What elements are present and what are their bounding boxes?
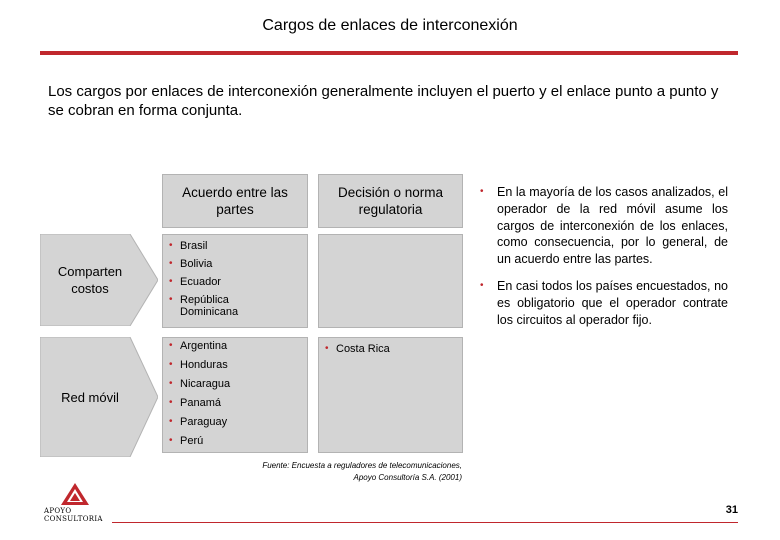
header-decision	[318, 174, 463, 228]
intro-paragraph: Los cargos por enlaces de interconexión generalmente incluyen el puerto y el enlace punto a punto y se cobran en forma conjunta.	[48, 83, 719, 119]
row-label-red-movil-text: Red móvil	[61, 389, 119, 405]
country-list	[163, 340, 307, 447]
header-decision-label: Decisión o norma regulatoria	[337, 185, 444, 217]
list-item: • Bolivia	[163, 258, 307, 270]
page-number: 31	[725, 504, 738, 516]
row-label-red-movil	[40, 337, 158, 457]
apoyo-logo	[40, 482, 110, 528]
note-item: • En la mayoría de los casos analizados, el operador de la red móvil asume los cargos de interconexión de los enlaces, como consecuencia, por lo general, de un acuerdo entre las partes.	[480, 184, 728, 268]
list-item: • República Dominicana	[163, 294, 265, 318]
title-divider	[40, 51, 738, 55]
list-item: • Nicaragua	[163, 378, 307, 390]
list-item: • Honduras	[163, 359, 307, 371]
cell-red-movil-acuerdo	[162, 337, 308, 453]
logo-text-line-1: APOYO	[44, 507, 72, 515]
source-line-2: Apoyo Consultoría S.A. (2001)	[353, 472, 462, 482]
header-acuerdo	[162, 174, 308, 228]
list-item: • Ecuador	[163, 276, 307, 288]
list-item: • Argentina	[163, 340, 307, 352]
cell-red-movil-decision	[318, 337, 463, 453]
list-item: • Perú	[163, 435, 307, 447]
cell-comparten-decision	[318, 234, 463, 328]
list-item: • Costa Rica	[319, 343, 462, 355]
row-label-comparten-text: Comparten costos	[57, 264, 123, 296]
page-title: Cargos de enlaces de interconexión	[262, 17, 518, 34]
notes-list	[480, 184, 728, 338]
note-item: • En casi todos los países encuestados, no es obligatorio que el operador contrate los circuitos al operador fijo.	[480, 278, 728, 328]
logo-text-line-2: CONSULTORIA	[44, 515, 103, 523]
source-note	[218, 460, 462, 483]
country-list	[319, 343, 462, 355]
country-list	[163, 240, 307, 318]
cell-comparten-acuerdo	[162, 234, 308, 328]
header-acuerdo-label: Acuerdo entre las partes	[182, 185, 288, 217]
list-item: • Paraguay	[163, 416, 307, 428]
list-item: • Brasil	[163, 240, 307, 252]
row-label-comparten	[40, 234, 158, 326]
source-line-1: Fuente: Encuesta a reguladores de telecomunicaciones,	[262, 461, 462, 470]
logo-mark-icon	[60, 482, 90, 506]
footer-divider	[112, 522, 738, 523]
list-item: • Panamá	[163, 397, 307, 409]
